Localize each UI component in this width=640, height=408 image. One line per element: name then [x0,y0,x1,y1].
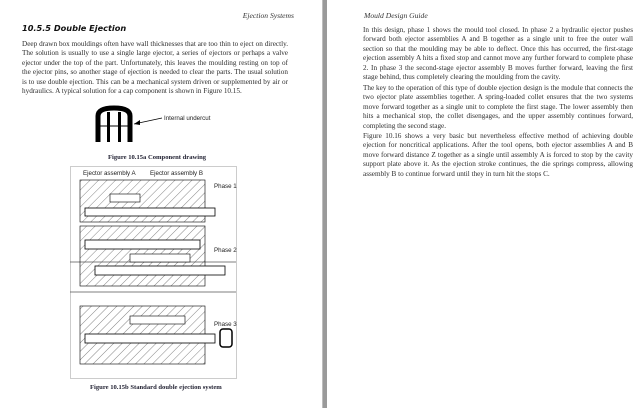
body-paragraph: The key to the operation of this type of double ejection design is the module that connects the two ejector plate assemblies together. A spring-loaded collet ensures that the two systems move forward together as a single unit to complete the first stage. The lower assembly then hits a mechanical stop, the collet disengages, and the upper assembly continues forward, completing the second stage. [363,84,633,130]
body-paragraph: In this design, phase 1 shows the mould tool closed. In phase 2 a hydraulic ejector pushes forward both ejector assemblies A and B together as a single unit to free the outer wall section so that the moulding may be able to deflect. Once this has occurred, the first-stage ejection assembly A hits a fixed stop and cannot move any further forward to complete phase 2. In phase 3 the second-stage ejector assembly B moves further forward, leaving the first stage behind, thus completely clearing the moulding from the cavity. [363,26,633,82]
phase-3-section [80,306,237,364]
component-drawing [90,104,240,148]
running-head: Mould Design Guide [364,11,428,20]
undercut-label: Internal undercut [164,115,211,122]
phase-3-label: Phase 3 [214,321,237,328]
right-page [327,0,640,408]
phase-1-label: Phase 1 [214,183,237,190]
body-paragraph: Figure 10.16 shows a very basic but nevertheless effective method of achieving double ejection for noncritical applications. After the tool opens, both ejector assemblies A and B move forward distance Z together as a single until assembly A is forced to stop by the cavity support plate above it. As the ejection stroke continues, the die springs compress, allowing assembly B to continue forward until they in turn hit the stops C. [363,132,633,178]
assembly-a-label: Ejector assembly A [83,170,136,177]
section-heading: 10.5.5 Double Ejection [22,23,127,33]
figure-caption: Figure 10.15b Standard double ejection system [90,384,222,391]
phase-2-label: Phase 2 [214,247,237,254]
body-paragraph: Deep drawn box mouldings often have wall thicknesses that are too thin to eject on directly. The solution is usually to use a single large ejector, a series of ejectors or perhaps a valve ejector under the top of the part. Unfortunately, this leaves the moulding resting on top of the ejector pins, so another stage of ejection is needed to clear the parts. The usual solution is to use double ejection. This can be a mechanical system driven or supplemented by air or hydraulics. A typical solution for a cap component is shown in Figure 10.15. [22,40,288,96]
figure-caption: Figure 10.15a Component drawing [108,154,207,161]
phase-2-section [80,226,237,286]
phase-1-section [80,180,237,222]
assembly-b-label: Ejector assembly B [150,170,203,177]
ejection-system-drawing [70,166,250,381]
running-head: Ejection Systems [242,11,294,20]
